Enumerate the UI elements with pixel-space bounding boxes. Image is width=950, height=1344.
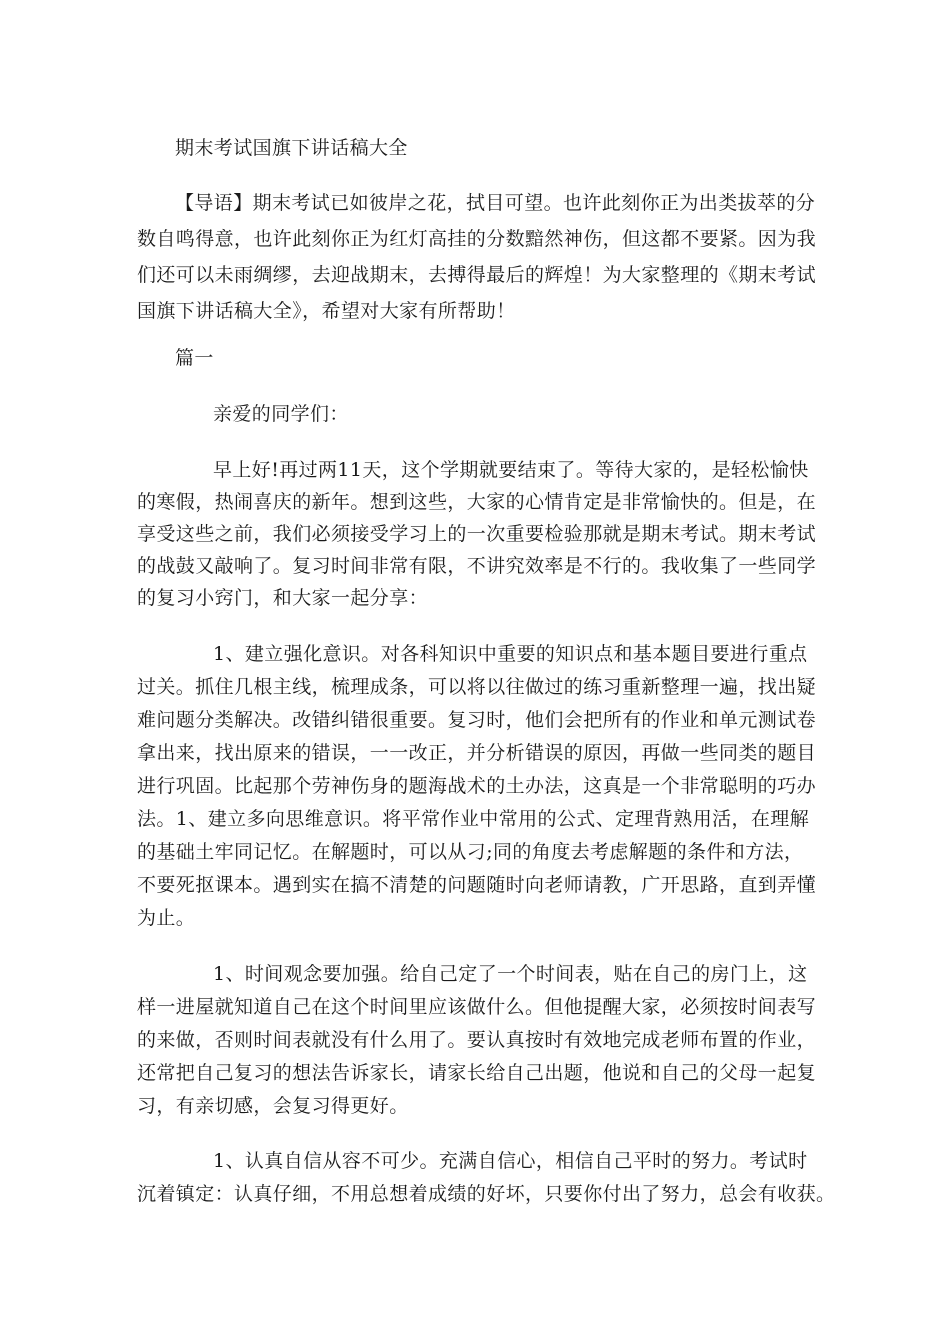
paragraph-line: 法。1、建立多向思维意识。将平常作业中常用的公式、定理背熟用活，在理解 [137, 808, 810, 830]
paragraph-line: 的基础土牢同记忆。在解题时，可以从刁;同的角度去考虑解题的条件和方法， [137, 841, 804, 863]
intro-line: 【导语】期末考试已如彼岸之花，拭目可望。也许此刻你正为出类拔萃的分 [175, 192, 816, 214]
paragraph-line: 享受这些之前，我们必须接受学习上的一次重要检验那就是期末考试。期末考试 [137, 523, 817, 545]
document-title: 期末考试国旗下讲话稿大全 [175, 137, 408, 159]
paragraph-line: 沉着镇定：认真仔细，不用总想着成绩的好坏，只要你付出了努力，总会有收获。 [137, 1183, 836, 1205]
paragraph-line: 不要死抠课本。遇到实在搞不清楚的问题随时向老师请教，广开思路，直到弄懂 [137, 874, 817, 896]
paragraph-line: 1、建立强化意识。对各科知识中重要的知识点和基本题目要进行重点 [213, 643, 808, 665]
paragraph-line: 为止。 [137, 907, 196, 929]
paragraph-line: 的来做，否则时间表就没有什么用了。要认真按时有效地完成老师布置的作业， [137, 1029, 817, 1051]
paragraph-line: 的复习小窍门，和大家一起分享： [137, 587, 429, 609]
paragraph-line: 的寒假，热闹喜庆的新年。想到这些，大家的心情肯定是非常愉快的。但是，在 [137, 491, 817, 513]
section-label: 篇一 [175, 347, 214, 369]
paragraph-line: 还常把自己复习的想法告诉家长，请家长给自己出题，他说和自己的父母一起复 [137, 1062, 817, 1084]
paragraph-line: 进行巩固。比起那个劳神伤身的题海战术的土办法，这真是一个非常聪明的巧办 [137, 775, 817, 797]
paragraph-line: 的战鼓又敲响了。复习时间非常有限，不讲究效率是不行的。我收集了一些同学 [137, 555, 817, 577]
intro-line: 数自鸣得意，也许此刻你正为红灯高挂的分数黯然神伤，但这都不要紧。因为我 [137, 228, 817, 250]
paragraph-line: 样一进屋就知道自己在这个时间里应该做什么。但他提醒大家，必须按时间表写 [137, 996, 817, 1018]
paragraph-line: 拿出来，找出原来的错误，一一改正，并分析错误的原因，再做一些同类的题目 [137, 742, 817, 764]
paragraph-line: 难问题分类解决。改错纠错很重要。复习时，他们会把所有的作业和单元测试卷 [137, 709, 817, 731]
intro-line: 们还可以未雨绸缪，去迎战期末，去搏得最后的辉煌！为大家整理的《期末考试 [137, 264, 817, 286]
paragraph-line: 1、时间观念要加强。给自己定了一个时间表，贴在自己的房门上，这 [213, 963, 808, 985]
greeting: 亲爱的同学们： [213, 403, 349, 425]
paragraph-line: 过关。抓住几根主线，梳理成条，可以将以往做过的练习重新整理一遍，找出疑 [137, 676, 817, 698]
intro-line: 国旗下讲话稿大全》，希望对大家有所帮助！ [137, 300, 516, 322]
paragraph-line: 习，有亲切感，会复习得更好。 [137, 1095, 409, 1117]
paragraph-line: 1、认真自信从容不可少。充满自信心，相信自己平时的努力。考试时 [213, 1150, 808, 1172]
paragraph-line: 早上好!再过两11天，这个学期就要结束了。等待大家的，是轻松愉快 [213, 459, 809, 481]
